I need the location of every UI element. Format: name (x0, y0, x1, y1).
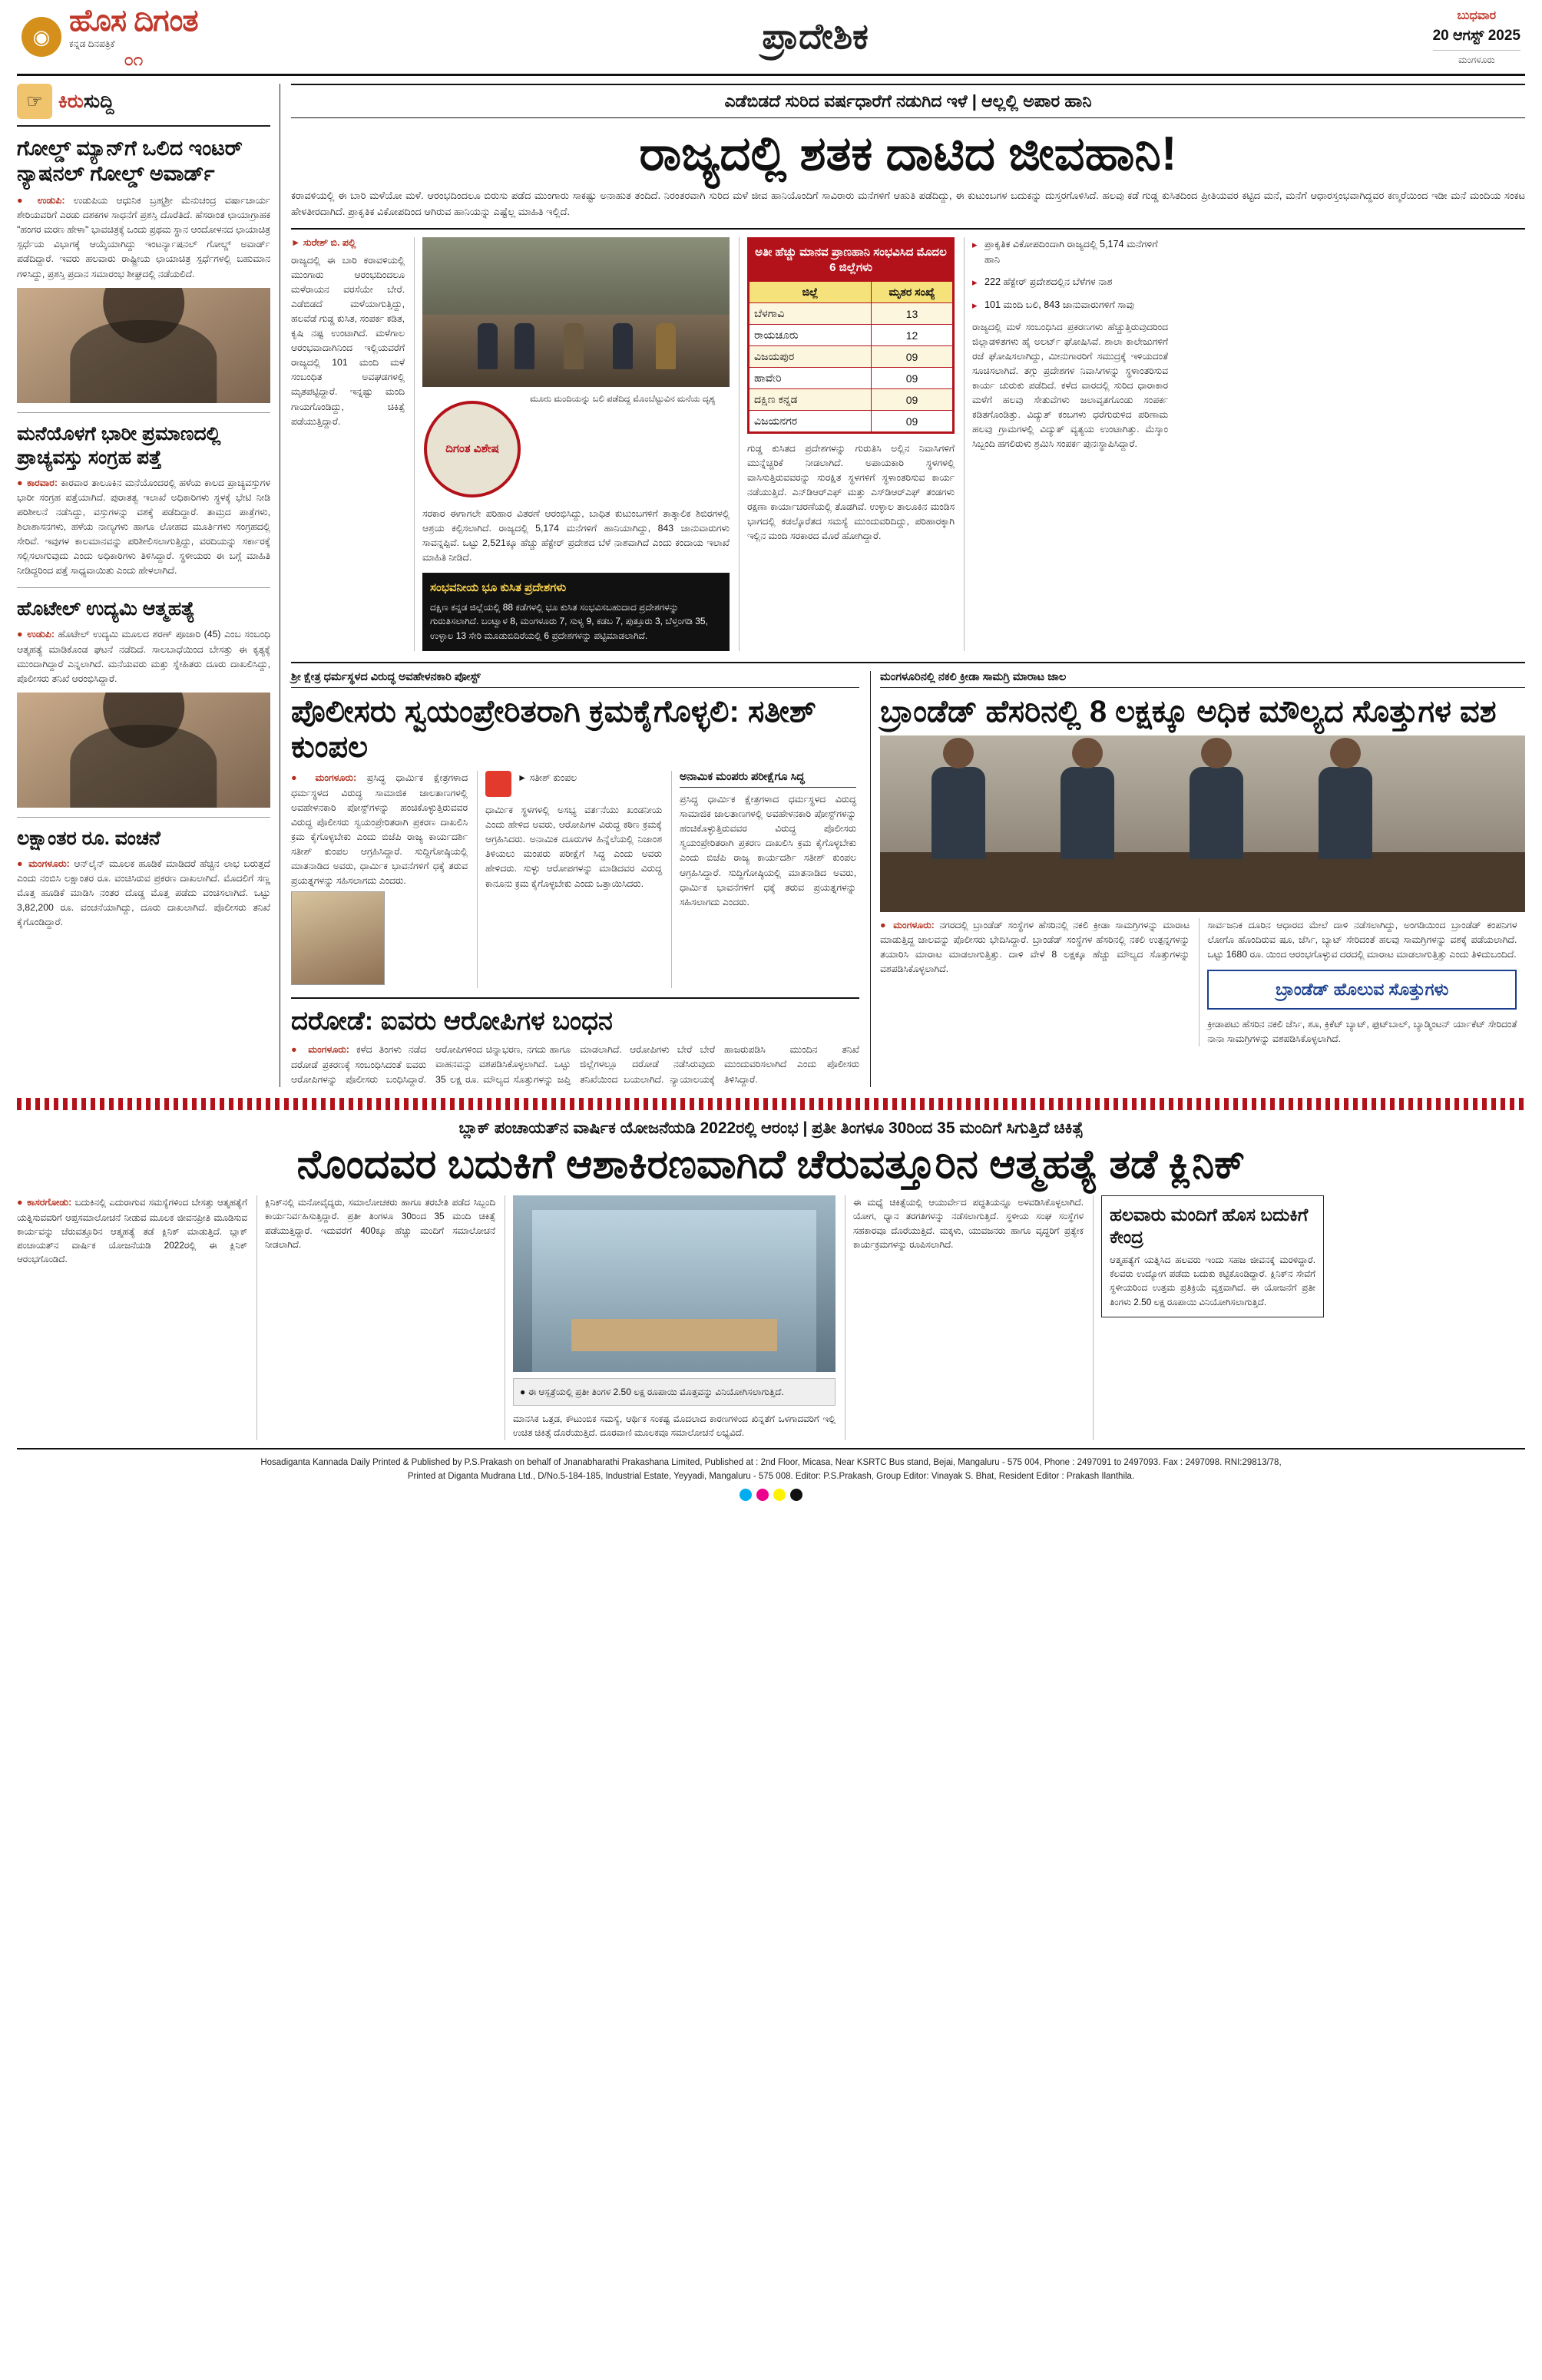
district-col-header: ಜಿಲ್ಲೆ (749, 282, 872, 303)
masthead (17, 0, 1525, 76)
police-sub-headline: ಅನಾಮಿಕ ಮಂಪರು ಪರೀಕ್ಷೆಗೂ ಸಿದ್ಧ (680, 771, 856, 788)
bottom-text-2: ಕ್ಲಿನಿಕ್‌ನಲ್ಲಿ ಮನೋವೈದ್ಯರು, ಸಮಾಲೋಚಕರು ಹಾಗೂ ತರಬೇತಿ ಪಡೆದ ಸಿಬ್ಬಂದಿ ಕಾರ್ಯನಿರ್ವಹಿಸುತ್ತಿದ್ದಾರೆ. ಪ್ರತೀ ತಿಂಗಳೂ 30ರಿಂದ 35 ಮಂದಿ ಚಿಕಿತ್ಸೆ ಪಡೆಯುತ್ತಿದ್ದಾರೆ. ಇದುವರೆಗೆ 400ಕ್ಕೂ ಹೆಚ್ಚು ಮಂದಿಗೆ ಸಮಾಲೋಚನೆ ನೀಡಲಾಗಿದೆ. (265, 1197, 495, 1250)
left-story-2-byline: ● ಕಾರವಾರ: (17, 477, 58, 488)
table-row (749, 411, 953, 432)
table-row (749, 389, 953, 411)
district-name: ವಿಜಯನಗರ (749, 411, 872, 432)
bottom-col-1 (17, 1195, 247, 1440)
lead-col-3 (739, 237, 955, 650)
left-story-1-text: ಉಡುಪಿಯ ಆಧುನಿಕ ಬ್ರಹ್ಮಶ್ರೀ ಮೆನುಚಂದ್ರ ವರ್ಷಾಚಾರ್ಯ ಶೇರಿಯವರಿಗೆ ಎರಡು ದಶಕಗಳ ಸಾಧನೆಗೆ ಪ್ರಶಸ್ತಿ ದೊರೆತಿದೆ. ಹೆಸರಾಂತ ಛಾಯಾಗ್ರಾಹಕ "ಹಂಗರ ಮರಣ ಹೇಳಾ" ಭಾವಚಿತ್ರಕ್ಕೆ ಒಂದು ಪ್ರಥಮ ಸ್ಥಾನ ಆಂದೋಳನದ ಛಾಯಾಚಿತ್ರ ಸ್ಪರ್ಧೆಯ ವಿಭಾಗಕ್ಕೆ ಆಯ್ಕೆಯಾಗಿದ್ದು ಇಂಟರ್ನ್ಯಾಷನಲ್ ಗೋಲ್ಡ್ ಅವಾರ್ಡ್ ಪಡೆದಿದ್ದಾರೆ. ಇವರು ಹಲವಾರು ರಾಷ್ಟ್ರೀಯ ಛಾಯಾಚಿತ್ರ ಸ್ಪರ್ಧೆಗಳಲ್ಲಿ ಬಹುಮಾನ ಗಳಿಸಿದ್ದು, ಪ್ರಶಸ್ತಿ ಪ್ರದಾನ ಸಮಾರಂಭ ಶೀಘ್ರದಲ್ಲಿ ನಡೆಯಲಿದೆ. (17, 194, 270, 279)
left-story-1-byline: ● ಉಡುಪಿ: (17, 194, 65, 206)
bottom-kicker: ಬ್ಲಾಕ್ ಪಂಚಾಯತ್‌ನ ವಾರ್ಷಿಕ ಯೋಜನೆಯಡಿ 2022ರಲ್ಲಿ ಆರಂಭ | ಪ್ರತೀ ತಿಂಗಳೂ 30ರಿಂದ 35 ಮಂದಿಗೆ ಸಿಗುತ್ತಿದೆ ಚಿಕಿತ್ಸೆ (458, 1119, 1084, 1137)
landslide-box-title: ಸಂಭವನೀಯ ಭೂ ಕುಸಿತ ಪ್ರದೇಶಗಳು (430, 581, 567, 595)
masthead-brand (22, 4, 198, 70)
left-story-3-text: ಹೊಟೇಲ್ ಉದ್ಯಮಿ ಮೂಲದ ಶರಣ್ ಪೂಜಾರಿ (45) ಎಂಬ ಸಂಬಂಧಿ ಆತ್ಮಹತ್ಯೆ ಮಾಡಿಕೊಂಡ ಘಟನೆ ನಡೆದಿದೆ. ಸಾಲಬಾಧೆಯಿಂದ ಬೇಸತ್ತು ಈ ಕೃತ್ಯಕ್ಕೆ ಮುಂದಾಗಿದ್ದಾರೆ ಎನ್ನಲಾಗಿದೆ. ಮನೆಯವರು ಮತ್ತು ಸ್ನೇಹಿತರು ದೂರು ದಾಖಲಿಸಿದ್ದು, ಪೊಲೀಸರು ತನಿಖೆ ಆರಂಭಿಸಿದ್ದಾರೆ. (17, 629, 271, 684)
district-table-title: ಅತೀ ಹೆಚ್ಚು ಮಾನವ ಪ್ರಾಣಹಾನಿ ಸಂಭವಿಸಿದ ಮೊದಲ 6 ಜಿಲ್ಲೆಗಳು (749, 239, 953, 281)
newspaper-logo-icon: ◉ (22, 17, 61, 57)
dacoit-text: ಕಳೆದ ತಿಂಗಳು ನಡೆದ ದರೋಡೆ ಪ್ರಕರಣಕ್ಕೆ ಸಂಬಂಧಿಸಿದಂತೆ ಐವರು ಆರೋಪಿಗಳನ್ನು ಪೊಲೀಸರು ಬಂಧಿಸಿದ್ದಾರೆ. ಆರೋಪಿಗಳಿಂದ ಚಿನ್ನಾಭರಣ, ನಗದು ಹಾಗೂ ವಾಹನವನ್ನು ವಶಪಡಿಸಿಕೊಳ್ಳಲಾಗಿದೆ. ಒಟ್ಟು 35 ಲಕ್ಷ ರೂ. ಮೌಲ್ಯದ ಸೊತ್ತುಗಳನ್ನು ಜಪ್ತಿ ಮಾಡಲಾಗಿದೆ. ಆರೋಪಿಗಳು ಬೇರೆ ಬೇರೆ ಜಿಲ್ಲೆಗಳಲ್ಲೂ ದರೋಡೆ ನಡೆಸಿರುವುದು ತನಿಖೆಯಿಂದ ಬಯಲಾಗಿದೆ. ನ್ಯಾಯಾಲಯಕ್ಕೆ ಹಾಜರುಪಡಿಸಿ ಮುಂದಿನ ತನಿಖೆ ಮುಂದುವರಿಸಲಾಗಿದೆ ಎಂದು ಪೊಲೀಸರು ತಿಳಿಸಿದ್ದಾರೆ. (291, 1044, 859, 1085)
list-item: ▸ 222 ಹೆಕ್ಟೇರ್ ಪ್ರದೇಶದಲ್ಲಿನ ಬೆಳೆಗಳ ನಾಶ (972, 275, 1168, 290)
cmyk-registration-marks (17, 1489, 1525, 1501)
police-headline: ಪೊಲೀಸರು ಸ್ವಯಂಪ್ರೇರಿತರಾಗಿ ಕ್ರಮಕೈಗೊಳ್ಳಲಿ: ಸತೀಶ್ ಕುಂಪಲ (291, 694, 816, 764)
lead-col-4-text: ರಾಜ್ಯದಲ್ಲಿ ಮಳೆ ಸಂಬಂಧಿಸಿದ ಪ್ರಕರಣಗಳು ಹೆಚ್ಚುತ್ತಿರುವುದರಿಂದ ಜಿಲ್ಲಾಡಳಿತಗಳು ಹೈ ಅಲರ್ಟ್ ಘೋಷಿಸಿವೆ. ಶಾಲಾ ಕಾಲೇಜುಗಳಿಗೆ ರಜೆ ಘೋಷಿಸಲಾಗಿದ್ದು, ಮೀನುಗಾರರಿಗೆ ಸಮುದ್ರಕ್ಕೆ ಇಳಿಯದಂತೆ ಸೂಚಿಸಲಾಗಿದೆ. ತಗ್ಗು ಪ್ರದೇಶಗಳ ನಿವಾಸಿಗಳನ್ನು ಸ್ಥಳಾಂತರಿಸುವ ಕಾರ್ಯ ಚುರುಕು ಪಡೆದಿದೆ. ಕಳೆದ ವಾರದಲ್ಲಿ ಸುರಿದ ಧಾರಾಕಾರ ಮಳೆಗೆ ಹಲವು ಸೇತುವೆಗಳು ಜಲಾವೃತಗೊಂಡು ಸಂಪರ್ಕ ಕಡಿತಗೊಂಡಿತ್ತು. ವಿದ್ಯುತ್ ಕಂಬಗಳು ಧರೆಗುರುಳಿದ ಪರಿಣಾಮ ಹಲವು ಗ್ರಾಮಗಳಲ್ಲಿ ವಿದ್ಯುತ್ ವ್ಯತ್ಯಯ ಉಂಟಾಗಿತ್ತು. ಮೆಸ್ಕಾಂ ಸಿಬ್ಬಂದಿ ಹಗಲಿರುಳು ಶ್ರಮಿಸಿ ಸಂಪರ್ಕ ಪುನಃಸ್ಥಾಪಿಸಿದ್ದಾರೆ. (972, 322, 1168, 450)
list-item: ▸ 101 ಮಂದಿ ಬಲಿ, 843 ಜಾನುವಾರುಗಳಿಗೆ ಸಾವು (972, 298, 1168, 313)
landslide-box (422, 573, 730, 650)
masthead-subtitle: ಕನ್ನಡ ದಿನಪತ್ರಿಕೆ (69, 38, 115, 49)
police-portrait-photo (291, 891, 385, 985)
lead-bullet-list (972, 237, 1168, 312)
footer (17, 1448, 1525, 1501)
table-row (749, 346, 953, 368)
page-content (17, 84, 1525, 1087)
divider (17, 817, 270, 818)
lead-col-1 (291, 237, 405, 650)
brand-headline: ಬ್ರಾಂಡೆಡ್ ಹೆಸರಿನಲ್ಲಿ 8 ಲಕ್ಷಕ್ಕೂ ಅಧಿಕ ಮೌಲ್ಯದ ಸೊತ್ತುಗಳ ವಶ (880, 694, 1497, 729)
police-byline: ● ಮಂಗಳೂರು: (291, 772, 357, 784)
brand-text: ನಗರದಲ್ಲಿ ಬ್ರಾಂಡೆಡ್ ಸಂಸ್ಥೆಗಳ ಹೆಸರಿನಲ್ಲಿ ನಕಲಿ ಕ್ರೀಡಾ ಸಾಮಗ್ರಿಗಳನ್ನು ಮಾರಾಟ ಮಾಡುತ್ತಿದ್ದ ಜಾಲವನ್ನು ಪೊಲೀಸರು ಭೇದಿಸಿದ್ದಾರೆ. ಬ್ರಾಂಡೆಡ್ ಸಂಸ್ಥೆಗಳ ಹೆಸರಿನಲ್ಲಿ ನಕಲಿ ಉತ್ಪನ್ನಗಳನ್ನು ತಯಾರಿಸಿ ಮಾರಾಟ ಮಾಡಲಾಗುತ್ತಿತ್ತು. ದಾಳಿ ವೇಳೆ 8 ಲಕ್ಷಕ್ಕೂ ಹೆಚ್ಚು ಮೌಲ್ಯದ ಸೊತ್ತುಗಳನ್ನು ವಶಪಡಿಸಿಕೊಳ್ಳಲಾಗಿದೆ. (880, 919, 1190, 975)
divider (17, 412, 270, 413)
lead-photo-caption: ಮೂರು ಮಂದಿಯನ್ನು ಬಲಿ ಪಡೆದಿದ್ದ ಮೊಂಬೆಟ್ಟುವಿನ ಮನೆಯ ದೃಶ್ಯ (530, 395, 716, 405)
brand-text-2: ಸಾರ್ವಜನಿಕ ದೂರಿನ ಆಧಾರದ ಮೇಲೆ ದಾಳಿ ನಡೆಸಲಾಗಿದ್ದು, ಅಂಗಡಿಯಿಂದ ಬ್ರಾಂಡೆಡ್ ಕಂಪನಿಗಳ ಲೋಗೊ ಹೊಂದಿರುವ ಷೂ, ಜೆರ್ಸಿ, ಬ್ಯಾಟ್ ಸೇರಿದಂತೆ ಹಲವು ಸಾಮಗ್ರಿಗಳನ್ನು ವಶಕ್ಕೆ ಪಡೆಯಲಾಗಿದೆ. ಒಟ್ಟು 1680 ರೂ. ಯಿಂದ ಆರಂಭಗೊಳ್ಳುವ ದರದಲ್ಲಿ ಮಾರಾಟ ಮಾಡಲಾಗುತ್ತಿತ್ತು ಎಂದು ತಿಳಿದುಬಂದಿದೆ. (1207, 919, 1517, 960)
masthead-edition: ಮಂಗಳೂರು (1433, 50, 1520, 67)
lead-reporter: ► ಸುರೇಶ್ ಬಿ. ಪಲ್ಲಿ (291, 237, 356, 249)
clinic-photo-caption: ● ಈ ಆಸ್ಪತ್ರೆಯಲ್ಲಿ ಪ್ರತೀ ತಿಂಗಳ 2.50 ಲಕ್ಷ ರೂಪಾಯಿ ಮೊತ್ತವನ್ನು ವಿನಿಯೋಗಿಸಲಾಗುತ್ತಿದೆ. (513, 1378, 836, 1406)
lead-standfirst: ಕರಾವಳಿಯಲ್ಲಿ ಈ ಬಾರಿ ಮಳೆಯೋ ಮಳೆ. ಆರಂಭದಿಂದಲೂ ಬಿರುಸು ಪಡೆದ ಮುಂಗಾರು ಸಾಕಷ್ಟು ಅನಾಹುತ ತಂದಿದೆ. ನಿರಂತರವಾಗಿ ಸುರಿದ ಮಳೆ ಜೀವ ಹಾನಿಯೊಂದಿಗೆ ಸಾವಿರಾರು ಮನೆಗಳಿಗೆ ಆಹುತಿ ಪಡೆದಿದ್ದು, ಈ ಕುಟುಂಬಗಳ ಬದುಕನ್ನು ದುಸ್ತರಗೊಳಿಸಿದೆ. ಹಲವು ಕಡೆ ಗುಡ್ಡ ಕುಸಿತದಿಂದ ಪ್ರೀತಿಯವರ ಕಟ್ಟಿದ ಮನೆ, ಮನೆಗೆ ಆಧಾರಸ್ತಂಭವಾಗಿದ್ದವರ ಕಣ್ಮರೆಯಿಂದ ಇಡೀ ಮನೆ ಮಂದಿಯ ಸಂಕಟ ಹೇಳತೀರದಾಗಿದೆ. ಪ್ರಾಕೃತಿಕ ವಿಕೋಪದಿಂದ ಆಗಿರುವ ಹಾನಿಯನ್ನು ಎಷ್ಟೆಲ್ಲ ಮಾಹಿತಿ ಇಲ್ಲಿದೆ. (291, 188, 1525, 230)
brand-press-photo (880, 735, 1525, 912)
new-life-box-text: ಆತ್ಮಹತ್ಯೆಗೆ ಯತ್ನಿಸಿದ ಹಲವರು ಇಂದು ಸಹಜ ಜೀವನಕ್ಕೆ ಮರಳಿದ್ದಾರೆ. ಕೆಲವರು ಉದ್ಯೋಗ ಪಡೆದು ಬದುಕು ಕಟ್ಟಿಕೊಂಡಿದ್ದಾರೆ. ಕ್ಲಿನಿಕ್‌ನ ಸೇವೆಗೆ ಸ್ಥಳೀಯರಿಂದ ಉತ್ತಮ ಪ್ರತಿಕ್ರಿಯೆ ವ್ಯಕ್ತವಾಗಿದೆ. ಈ ಯೋಜನೆಗೆ ಪ್ರತೀ ತಿಂಗಳು 2.50 ಲಕ್ಷ ರೂಪಾಯಿ ವಿನಿಯೋಗಿಸಲಾಗುತ್ತಿದೆ. (1110, 1254, 1315, 1307)
left-story-4-byline: ● ಮಂಗಳೂರು: (17, 858, 70, 869)
left-story-1-headline: ಗೋಲ್ಡ್ ಮ್ಯಾನ್‌ಗೆ ಒಲಿದ ಇಂಟರ್ ನ್ಯಾಷನಲ್ ಗೋಲ್ಡ್ ಅವಾರ್ಡ್ (17, 137, 243, 186)
lead-grid (291, 237, 1525, 650)
kirusuddi-label-1: ಕಿರು (58, 90, 84, 112)
brand-seized-box: ಬ್ರಾಂಡೆಡ್ ಹೊಲುವ ಸೊತ್ತುಗಳು (1207, 970, 1517, 1010)
police-caption: ► ಸತೀಶ್ ಕುಂಪಲ (518, 772, 577, 784)
bottom-headline: ನೊಂದವರ ಬದುಕಿಗೆ ಆಶಾಕಿರಣವಾಗಿದೆ ಚೆರುವತ್ತೂರಿನ ಆತ್ಮಹತ್ಯೆ ತಡೆ ಕ್ಲಿನಿಕ್ (296, 1142, 1246, 1187)
new-life-box-title: ಹಲವಾರು ಮಂದಿಗೆ ಹೊಸ ಬದುಕಿಗೆ ಕೇಂದ್ರ (1110, 1205, 1309, 1247)
lead-headline: ರಾಜ್ಯದಲ್ಲಿ ಶತಕ ದಾಟಿದ ಜೀವಹಾನಿ! (639, 127, 1177, 180)
police-text-2: ಧಾರ್ಮಿಕ ಸ್ಥಳಗಳಲ್ಲಿ ಅಸಭ್ಯ ವರ್ತನೆಯು ಖಂಡನೀಯ ಎಂದು ಹೇಳಿದ ಅವರು, ಆರೋಪಿಗಳ ವಿರುದ್ಧ ಕಠಿಣ ಕ್ರಮಕ್ಕೆ ಆಗ್ರಹಿಸಿದರು. ಅನಾಮಿಕ ದೂರುಗಳ ಹಿನ್ನೆಲೆಯಲ್ಲಿ ನಿಜಾಂಶ ತಿಳಿಯಲು ಮಂಪರು ಪರೀಕ್ಷೆಗೆ ಸಿದ್ಧ ಎಂದು ಅವರು ಹೇಳಿದರು. ಸುಳ್ಳು ಆರೋಪಗಳನ್ನು ಮಾಡಿದವರ ವಿರುದ್ಧ ಕಾನೂನು ಕ್ರಮ ಕೈಗೊಳ್ಳಬೇಕು ಎಂದು ಒತ್ತಾಯಿಸಿದರು. (485, 805, 662, 889)
footer-line-1: Hosadiganta Kannada Daily Printed & Published by P.S.Prakash on behalf of Jnanabharathi Prakashana Limited, Published at : 2nd Floor, Micasa, Near KSRTC Bus stand, Bejai, Mangaluru - 575 004, Phone : 2497091 to 2497093. Fax : 2497098. RNI:29813/78, (260, 1457, 1282, 1467)
bottom-col-4 (845, 1195, 1084, 1440)
bottom-text-1: ಬದುಕಿನಲ್ಲಿ ಎದುರಾಗುವ ಸಮಸ್ಯೆಗಳಿಂದ ಬೇಸತ್ತು ಆತ್ಮಹತ್ಯೆಗೆ ಯತ್ನಿಸುವವರಿಗೆ ಆಪ್ತಸಮಾಲೋಚನೆ ನೀಡುವ ಮೂಲಕ ಜೀವನಪ್ರೀತಿ ಮೂಡಿಸುವ ಕಾರ್ಯವನ್ನು ಚೆರುವತ್ತೂರಿನ ಆತ್ಮಹತ್ಯೆ ತಡೆ ಕ್ಲಿನಿಕ್ ಮಾಡುತ್ತಿದೆ. ಬ್ಲಾಕ್ ಪಂಚಾಯತ್‌ನ ವಾರ್ಷಿಕ ಯೋಜನೆಯಡಿ 2022ರಲ್ಲಿ ಈ ಕ್ಲಿನಿಕ್ ಆರಂಭಗೊಂಡಿದೆ. (17, 1197, 247, 1265)
divider (17, 587, 270, 588)
landslide-box-text: ದಕ್ಷಿಣ ಕನ್ನಡ ಜಿಲ್ಲೆಯಲ್ಲಿ 88 ಕಡೆಗಳಲ್ಲಿ ಭೂ ಕುಸಿತ ಸಂಭವಿಸಬಹುದಾದ ಪ್ರದೇಶಗಳನ್ನು ಗುರುತಿಸಲಾಗಿದೆ. ಬಂಟ್ವಾಳ 8, ಮಂಗಳೂರು 7, ಸುಳ್ಯ 9, ಕಡಬ 7, ಪುತ್ತೂರು 3, ಬೆಳ್ತಂಗಡಿ 35, ಉಳ್ಳಾಲ 13 ಸೇರಿ ಮೂಡುಬಿದಿರೆಯಲ್ಲಿ 6 ಪ್ರದೇಶಗಳನ್ನು ಪಟ್ಟಿಮಾಡಲಾಗಿದೆ. (430, 601, 708, 641)
bottom-col-5 (1093, 1195, 1324, 1440)
table-row (749, 303, 953, 325)
lead-photo (422, 237, 730, 387)
police-story (291, 671, 859, 1087)
list-item: ▸ ಪ್ರಾಕೃತಿಕ ವಿಕೋಪದಿಂದಾಗಿ ರಾಜ್ಯದಲ್ಲಿ 5,174 ಮನೆಗಳಿಗೆ ಹಾನಿ (972, 237, 1168, 267)
district-table (749, 281, 953, 432)
table-row (749, 368, 953, 389)
footer-line-2: Printed at Diganta Mudrana Ltd., D/No.5-184-185, Industrial Estate, Yeyyadi, Mangaluru - 575 008. Editor: P.S.Prakash, Group Editor: Vinayak S. Bhat, Resident Editor : Prakash Ilanthila. (407, 1472, 1135, 1482)
police-text: ಪ್ರಸಿದ್ಧ ಧಾರ್ಮಿಕ ಕ್ಷೇತ್ರಗಳಾದ ಧರ್ಮಸ್ಥಳದ ವಿರುದ್ಧ ಸಾಮಾಜಿಕ ಜಾಲತಾಣಗಳಲ್ಲಿ ಅವಹೇಳನಕಾರಿ ಪೋಸ್ಟ್‌ಗಳನ್ನು ಹಂಚಿಕೊಳ್ಳುತ್ತಿರುವವರ ವಿರುದ್ಧ ಪೊಲೀಸರು ಸ್ವಯಂಪ್ರೇರಿತರಾಗಿ ಪ್ರಕರಣ ದಾಖಲಿಸಿ ಕ್ರಮ ಕೈಗೊಳ್ಳಬೇಕು ಎಂದು ಬಿಜೆಪಿ ರಾಜ್ಯ ಕಾರ್ಯದರ್ಶಿ ಸತೀಶ್ ಕುಂಪಲ ಆಗ್ರಹಿಸಿದ್ದಾರೆ. ಸುದ್ದಿಗೋಷ್ಠಿಯಲ್ಲಿ ಮಾತನಾಡಿದ ಅವರು, ಧಾರ್ಮಿಕ ಭಾವನೆಗಳಿಗೆ ಧಕ್ಕೆ ತರುವ ಪ್ರಯತ್ನಗಳನ್ನು ಸಹಿಸಲಾಗದು ಎಂದರು. (291, 772, 468, 886)
dacoit-byline: ● ಮಂಗಳೂರು: (291, 1044, 349, 1056)
party-logo-icon (485, 771, 511, 797)
kirusuddi-header (17, 84, 270, 127)
police-kicker: ಶ್ರೀ ಕ್ಷೇತ್ರ ಧರ್ಮಸ್ಥಳದ ವಿರುದ್ಧ ಅವಹೇಳನಕಾರಿ ಪೋಸ್ಟ್ (291, 671, 859, 688)
new-life-box (1101, 1195, 1324, 1317)
page-number: ೦೧ (124, 50, 144, 69)
district-name: ದಕ್ಷಿಣ ಕನ್ನಡ (749, 389, 872, 411)
police-sub-text: ಪ್ರಸಿದ್ಧ ಧಾರ್ಮಿಕ ಕ್ಷೇತ್ರಗಳಾದ ಧರ್ಮಸ್ಥಳದ ವಿರುದ್ಧ ಸಾಮಾಜಿಕ ಜಾಲತಾಣಗಳಲ್ಲಿ ಅವಹೇಳನಕಾರಿ ಪೋಸ್ಟ್‌ಗಳನ್ನು ಹಂಚಿಕೊಳ್ಳುತ್ತಿರುವವರ ವಿರುದ್ಧ ಪೊಲೀಸರು ಸ್ವಯಂಪ್ರೇರಿತರಾಗಿ ಪ್ರಕರಣ ದಾಖಲಿಸಿ ಕ್ರಮ ಕೈಗೊಳ್ಳಬೇಕು ಎಂದು ಬಿಜೆಪಿ ರಾಜ್ಯ ಕಾರ್ಯದರ್ಶಿ ಸತೀಶ್ ಕುಂಪಲ ಆಗ್ರಹಿಸಿದ್ದಾರೆ. ಸುದ್ದಿಗೋಷ್ಠಿಯಲ್ಲಿ ಮಾತನಾಡಿದ ಅವರು, ಧಾರ್ಮಿಕ ಭಾವನೆಗಳಿಗೆ ಧಕ್ಕೆ ತರುವ ಪ್ರಯತ್ನಗಳನ್ನು ಸಹಿಸಲಾಗದು ಎಂದರು. (680, 794, 856, 907)
district-deaths: 09 (872, 389, 953, 411)
clinic-photo (513, 1195, 836, 1372)
left-story-2-text: ಕಾರವಾರ ತಾಲೂಕಿನ ಮನೆಯೊಂದರಲ್ಲಿ ಹಳೆಯ ಕಾಲದ ಪ್ರಾಚ್ಯವಸ್ತುಗಳ ಭಾರೀ ಸಂಗ್ರಹ ಪತ್ತೆಯಾಗಿದೆ. ಪುರಾತತ್ವ ಇಲಾಖೆ ಅಧಿಕಾರಿಗಳು ಸ್ಥಳಕ್ಕೆ ಭೇಟಿ ನೀಡಿ ಪರಿಶೀಲನೆ ನಡೆಸಿದ್ದು, ವಸ್ತುಗಳನ್ನು ವಶಕ್ಕೆ ಪಡೆದಿದ್ದಾರೆ. ತಾಮ್ರದ ಪಾತ್ರೆಗಳು, ಶಿಲಾಶಾಸನಗಳು, ಹಳೆಯ ನಾಣ್ಯಗಳು ಹಾಗೂ ಲೋಹದ ಮೂರ್ತಿಗಳು ಸಂಗ್ರಹದಲ್ಲಿ ಸೇರಿವೆ. ಇವುಗಳ ಕಾಲಮಾನವನ್ನು ಪರಿಶೀಲಿಸಲಾಗುತ್ತಿದ್ದು, ವರದಿಯನ್ನು ಸರ್ಕಾರಕ್ಕೆ ಸಲ್ಲಿಸಲಾಗುವುದು ಎಂದು ಅಧಿಕಾರಿಗಳು ತಿಳಿಸಿದ್ದಾರೆ. ಸ್ಥಳೀಯರು ಈ ಬಗ್ಗೆ ಮಾಹಿತಿ ನೀಡಿದ್ದರಿಂದ ಪತ್ತೆ ಸಾಧ್ಯವಾಯಿತು ಎಂದು ಹೇಳಲಾಗಿದೆ. (17, 477, 270, 577)
lead-col-1-text: ರಾಜ್ಯದಲ್ಲಿ ಈ ಬಾರಿ ಕರಾವಳಿಯಲ್ಲಿ ಮುಂಗಾರು ಆರಂಭದಿಂದಲೂ ಮಳೆರಾಯನ ವರಸೆಯೇ ಬೇರೆ. ಎಡೆಬಿಡದೆ ಮಳೆಯಾಗುತ್ತಿದ್ದು, ಹಲವೆಡೆ ಗುಡ್ಡ ಕುಸಿತ, ಸಂಪರ್ಕ ಕಡಿತ, ಕೃಷಿ ನಷ್ಟ ಉಂಟಾಗಿದೆ. ಮಳೆಗಾಲ ಆರಂಭವಾದಾಗಿನಿಂದ ಇಲ್ಲಿಯವರೆಗೆ ರಾಜ್ಯದಲ್ಲಿ 101 ಮಂದಿ ಮಳೆ ಸಂಬಂಧಿತ ಅವಘಡಗಳಲ್ಲಿ ಮೃತಪಟ್ಟಿದ್ದಾರೆ. ಇನ್ನಷ್ಟು ಮಂದಿ ಗಾಯಗೊಂಡಿದ್ದು, ಚಿಕಿತ್ಸೆ ಪಡೆಯುತ್ತಿದ್ದಾರೆ. (291, 255, 405, 427)
left-story-3-photo (17, 693, 270, 808)
brand-byline: ● ಮಂಗಳೂರು: (880, 919, 935, 931)
masthead-day: ಬುಧವಾರ (1457, 9, 1497, 23)
main-column (291, 84, 1525, 1087)
bottom-text-3: ಮಾನಸಿಕ ಒತ್ತಡ, ಕೌಟುಂಬಿಕ ಸಮಸ್ಯೆ, ಆರ್ಥಿಕ ಸಂಕಷ್ಟ ಮೊದಲಾದ ಕಾರಣಗಳಿಂದ ಖಿನ್ನತೆಗೆ ಒಳಗಾದವರಿಗೆ ಇಲ್ಲಿ ಉಚಿತ ಚಿಕಿತ್ಸೆ ದೊರೆಯುತ್ತಿದೆ. ದೂರವಾಣಿ ಮೂಲಕವೂ ಸಮಾಲೋಚನೆ ಲಭ್ಯವಿದೆ. (513, 1413, 836, 1439)
section-two (291, 662, 1525, 1087)
lead-col-2-text: ಸರಕಾರ ಈಗಾಗಲೇ ಪರಿಹಾರ ವಿತರಣೆ ಆರಂಭಿಸಿದ್ದು, ಬಾಧಿತ ಕುಟುಂಬಗಳಿಗೆ ತಾತ್ಕಾಲಿಕ ಶಿಬಿರಗಳಲ್ಲಿ ಆಶ್ರಯ ಕಲ್ಪಿಸಲಾಗಿದೆ. ರಾಜ್ಯದಲ್ಲಿ 5,174 ಮನೆಗಳಿಗೆ ಹಾನಿಯಾಗಿದ್ದು, 843 ಜಾನುವಾರುಗಳು ಸಾವನ್ನಪ್ಪಿವೆ. ಒಟ್ಟು 2,521ಕ್ಕೂ ಹೆಚ್ಚು ಹೆಕ್ಟೇರ್ ಪ್ರದೇಶದ ಬೆಳೆ ನಾಶವಾಗಿದೆ ಎಂದು ಕಂದಾಯ ಇಲಾಖೆ ಮಾಹಿತಿ ನೀಡಿದೆ. (422, 508, 730, 564)
table-row (749, 325, 953, 346)
lead-col-2 (414, 237, 730, 650)
district-name: ವಿಜಯಪುರ (749, 346, 872, 368)
left-story-4-headline: ಲಕ್ಷಾಂತರ ರೂ. ವಂಚನೆ (17, 827, 160, 849)
masthead-title: ಹೊಸ ದಿಗಂತ (69, 4, 198, 38)
masthead-date-block (1433, 7, 1520, 67)
bottom-grid (17, 1195, 1525, 1440)
decorative-band (17, 1098, 1525, 1110)
deaths-col-header: ಮೃತರ ಸಂಖ್ಯೆ (872, 282, 953, 303)
bottom-text-4: ಈ ಮಧ್ಯೆ ಚಿಕಿತ್ಸೆಯಲ್ಲಿ ಆಯುರ್ವೇದ ಪದ್ಧತಿಯನ್ನೂ ಅಳವಡಿಸಿಕೊಳ್ಳಲಾಗಿದೆ. ಯೋಗ, ಧ್ಯಾನ ತರಗತಿಗಳನ್ನು ನಡೆಸಲಾಗುತ್ತಿದೆ. ಸ್ಥಳೀಯ ಸಂಘ ಸಂಸ್ಥೆಗಳ ಸಹಕಾರವೂ ದೊರೆಯುತ್ತಿದೆ. ಮಕ್ಕಳು, ಯುವಜನರು ಹಾಗೂ ವೃದ್ಧರಿಗೆ ಪ್ರತ್ಯೇಕ ಕಾರ್ಯಕ್ರಮಗಳನ್ನು ರೂಪಿಸಲಾಗಿದೆ. (853, 1197, 1084, 1250)
bottom-byline: ● ಕಾಸರಗೋಡು: (17, 1197, 72, 1208)
district-deaths: 13 (872, 303, 953, 325)
district-name: ಹಾವೇರಿ (749, 368, 872, 389)
left-story-1-photo (17, 288, 270, 403)
brand-kicker: ಮಂಗಳೂರಿನಲ್ಲಿ ನಕಲಿ ಕ್ರೀಡಾ ಸಾಮಗ್ರಿ ಮಾರಾಟ ಜಾಲ (880, 671, 1525, 688)
left-story-2-headline: ಮನೆಯೊಳಗೆ ಭಾರೀ ಪ್ರಮಾಣದಲ್ಲಿ ಪ್ರಾಚ್ಯವಸ್ತು ಸಂಗ್ರಹ ಪತ್ತೆ (17, 422, 221, 468)
hand-pointer-icon: ☞ (17, 84, 52, 119)
diganta-special-seal: ದಿಗಂತ ವಿಶೇಷ (424, 401, 521, 497)
left-story-4-text: ಆನ್‌ಲೈನ್ ಮೂಲಕ ಹೂಡಿಕೆ ಮಾಡಿದರೆ ಹೆಚ್ಚಿನ ಲಾಭ ಬರುತ್ತದೆ ಎಂದು ನಂಬಿಸಿ ಲಕ್ಷಾಂತರ ರೂ. ವಂಚಿಸಿರುವ ಪ್ರಕರಣ ದಾಖಲಾಗಿದೆ. ಮೊದಲಿಗೆ ಸಣ್ಣ ಮೊತ್ತ ಹೂಡಿಕೆ ಮಾಡಿಸಿ ನಂತರ ದೊಡ್ಡ ಮೊತ್ತ ಪಡೆದು ವಂಚಿಸಲಾಗಿದೆ. ಒಟ್ಟು 3,82,200 ರೂ. ವಂಚನೆಯಾಗಿದ್ದು, ದೂರು ದಾಖಲಾಗಿದೆ. ಪೊಲೀಸರು ತನಿಖೆ ಕೈಗೊಂಡಿದ್ದಾರೆ. (17, 858, 270, 928)
left-story-3-byline: ● ಉಡುಪಿ: (17, 629, 55, 640)
bottom-photo-block (505, 1195, 836, 1440)
district-death-table (747, 237, 955, 434)
left-story-3-headline: ಹೊಟೇಲ್ ಉದ್ಯಮಿ ಆತ್ಮಹತ್ಯೆ (17, 598, 195, 620)
district-deaths: 09 (872, 368, 953, 389)
district-name: ಬೆಳಗಾವಿ (749, 303, 872, 325)
kirusuddi-label-2: ಸುದ್ದಿ (83, 90, 114, 112)
bottom-col-2 (256, 1195, 495, 1440)
lead-kicker: ಎಡೆಬಿಡದೆ ಸುರಿದ ವರ್ಷಧಾರೆಗೆ ನಡುಗಿದ ಇಳೆ | ಆಲ್ಲಲ್ಲಿ ಅಪಾರ ಹಾನಿ (291, 84, 1525, 118)
district-deaths: 09 (872, 346, 953, 368)
lead-col-3-text: ಗುಡ್ಡ ಕುಸಿತದ ಪ್ರದೇಶಗಳನ್ನು ಗುರುತಿಸಿ ಅಲ್ಲಿನ ನಿವಾಸಿಗಳಿಗೆ ಮುನ್ನೆಚ್ಚರಿಕೆ ನೀಡಲಾಗಿದೆ. ಅಪಾಯಕಾರಿ ಸ್ಥಳಗಳಲ್ಲಿ ವಾಸಿಸುತ್ತಿರುವವರನ್ನು ಸುರಕ್ಷಿತ ಸ್ಥಳಗಳಿಗೆ ಸ್ಥಳಾಂತರಿಸುವ ಕಾರ್ಯ ನಡೆಯುತ್ತಿದೆ. ಎನ್‌ಡಿಆರ್‌ಎಫ್ ಮತ್ತು ಎಸ್‌ಡಿಆರ್‌ಎಫ್ ತಂಡಗಳು ರಕ್ಷಣಾ ಕಾರ್ಯಾಚರಣೆಯಲ್ಲಿ ತೊಡಗಿವೆ. ಉಳ್ಳಾಲ ತಾಲೂಕಿನ ಮಂಡಿಸ ಭಾಗದಲ್ಲಿ ಕಡಲ್ಕೊರೆತದ ಸಮಸ್ಯೆ ಮುಂದುವರಿದಿದ್ದು, ಪರಿಹಾರಕ್ಕಾಗಿ ಇಲ್ಲಿನ ಮಂದಿ ಸರಕಾರದ ಮೊರೆ ಹೋಗಿದ್ದಾರೆ. (747, 443, 955, 542)
district-deaths: 09 (872, 411, 953, 432)
brand-box-text: ಕ್ರೀಡಾಪಟು ಹೆಸರಿನ ನಕಲಿ ಜೆರ್ಸಿ, ಶೂ, ಕ್ರಿಕೆಟ್ ಬ್ಯಾಟ್, ಫುಟ್‌ಬಾಲ್, ಬ್ಯಾಡ್ಮಿಂಟನ್ ರ್ಯಾಕೆಟ್ ಸೇರಿದಂತೆ ನಾನಾ ಸಾಮಗ್ರಿಗಳನ್ನು ವಶಪಡಿಸಿಕೊಳ್ಳಲಾಗಿದೆ. (1207, 1018, 1517, 1044)
dacoit-headline: ದರೋಡೆ: ಐವರು ಆರೋಪಿಗಳ ಬಂಧನ (291, 997, 859, 1036)
left-column (17, 84, 280, 1087)
party-tag (485, 771, 662, 797)
district-deaths: 12 (872, 325, 953, 346)
district-name: ರಾಯಚೂರು (749, 325, 872, 346)
section-title: ಪ್ರಾದೇಶಿಕ (762, 16, 869, 56)
brand-story (870, 671, 1525, 1087)
lead-col-4 (964, 237, 1168, 650)
masthead-date: 20 ಆಗಸ್ಟ್ 2025 (1432, 28, 1520, 45)
